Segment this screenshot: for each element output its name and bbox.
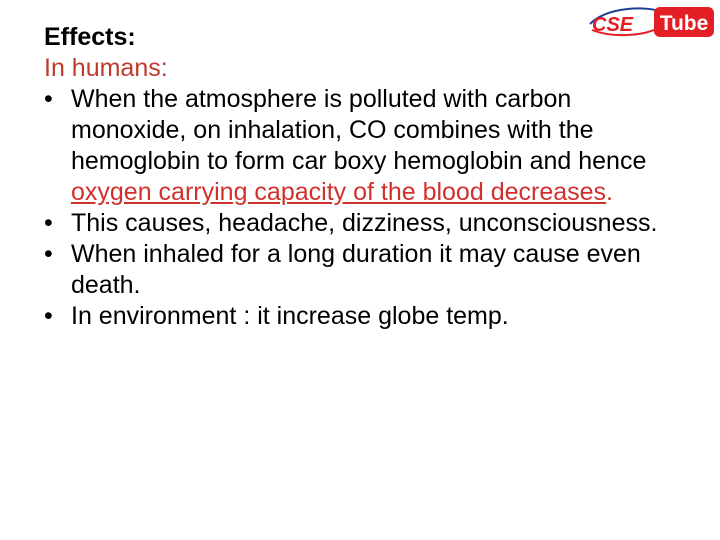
slide-heading: Effects: (44, 23, 136, 51)
slide-content (44, 22, 684, 332)
bullet-1-prefix: When the atmosphere is polluted with carbon monoxide, on inhalation, CO combines with the hemoglobin to form car boxy hemoglobin and hence (71, 85, 647, 175)
bullet-item-1 (44, 84, 684, 208)
slide-subheading: In humans: (44, 54, 168, 82)
bullet-1-highlight: oxygen carrying capacity of the blood decreases (71, 178, 607, 206)
logo-text-right: Tube (659, 12, 709, 35)
bullet-item-2: • This causes, headache, dizziness, unconsciousness. (44, 208, 684, 239)
bullet-item-3: • When inhaled for a long duration it may cause even death. (44, 239, 684, 301)
bullet-1-suffix: . (606, 178, 613, 206)
bullet-list (44, 84, 684, 332)
logo-text-left: CSE (592, 14, 634, 36)
bullet-item-4: • In environment : it increase globe temp. (44, 301, 684, 332)
